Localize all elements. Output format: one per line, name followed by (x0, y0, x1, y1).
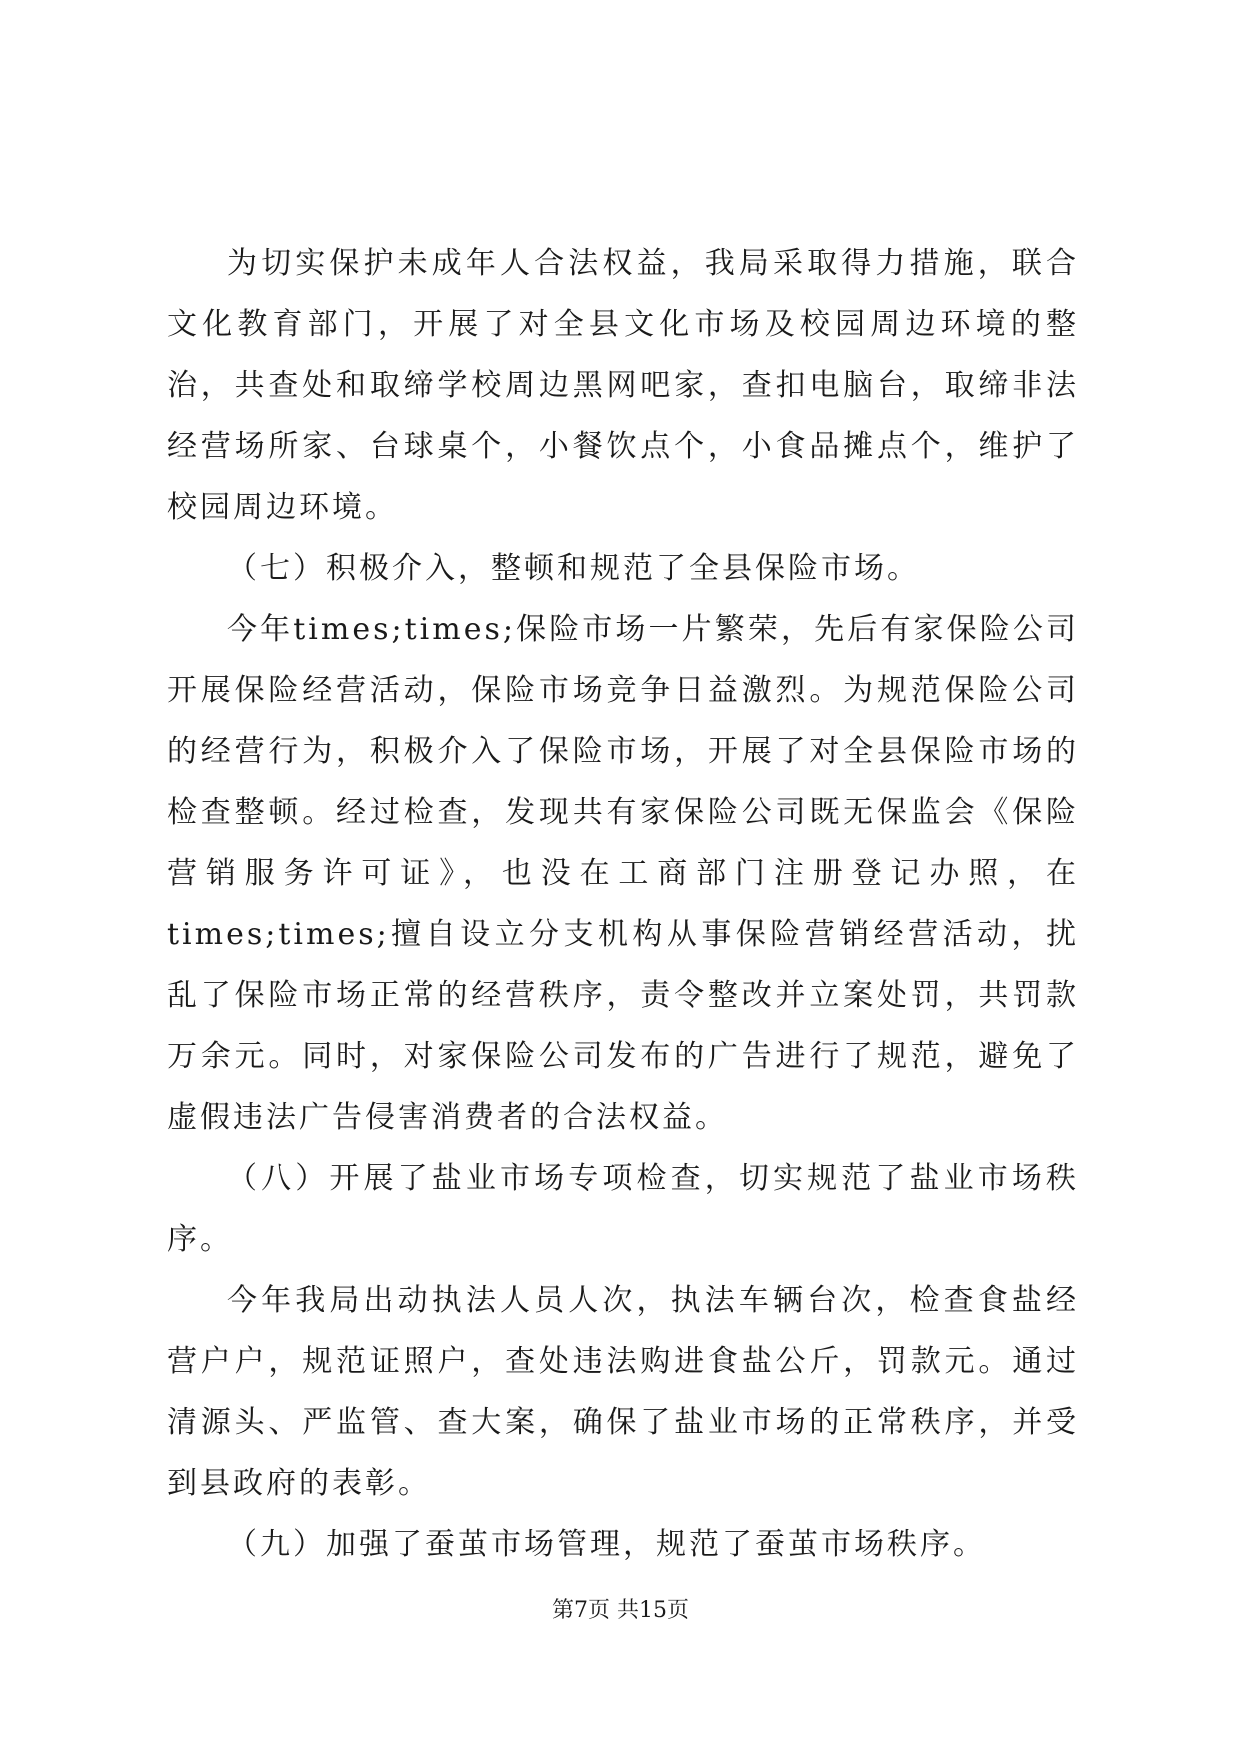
page-number-footer: 第7页 共15页 (552, 1598, 689, 1623)
document-body (167, 233, 1079, 1575)
paragraph-campus-environment: 为切实保护未成年人合法权益，我局采取得力措施，联合文化教育部门，开展了对全县文化市场及校园周边环境的整治，共查处和取缔学校周边黑网吧家，查扣电脑台，取缔非法经营场所家、台球桌个，小餐饮点个，小食品摊点个，维护了校园周边环境。 (167, 246, 1079, 525)
heading-silkworm-market: （九）加强了蚕茧市场管理，规范了蚕茧市场秩序。 (227, 1527, 986, 1562)
paragraph-salt-market: 今年我局出动执法人员人次，执法车辆台次，检查食盐经营户户，规范证照户，查处违法购进食盐公斤，罚款元。通过清源头、严监管、查大案，确保了盐业市场的正常秩序，并受到县政府的表彰。 (167, 1283, 1079, 1501)
heading-insurance-market: （七）积极介入，整顿和规范了全县保险市场。 (227, 551, 920, 586)
paragraph-insurance-market: 今年times;times;保险市场一片繁荣，先后有家保险公司开展保险经营活动，保险市场竞争日益激烈。为规范保险公司的经营行为，积极介入了保险市场，开展了对全县保险市场的检查整顿。经过检查，发现共有家保险公司既无保监会《保险营销服务许可证》，也没在工商部门注册登记办照，在times;times;擅自设立分支机构从事保险营销经营活动，扰乱了保险市场正常的经营秩序，责令整改并立案处罚，共罚款万余元。同时，对家保险公司发布的广告进行了规范，避免了虚假违法广告侵害消费者的合法权益。 (167, 612, 1079, 1135)
heading-salt-market: （八）开展了盐业市场专项检查，切实规范了盐业市场秩序。 (167, 1161, 1079, 1257)
